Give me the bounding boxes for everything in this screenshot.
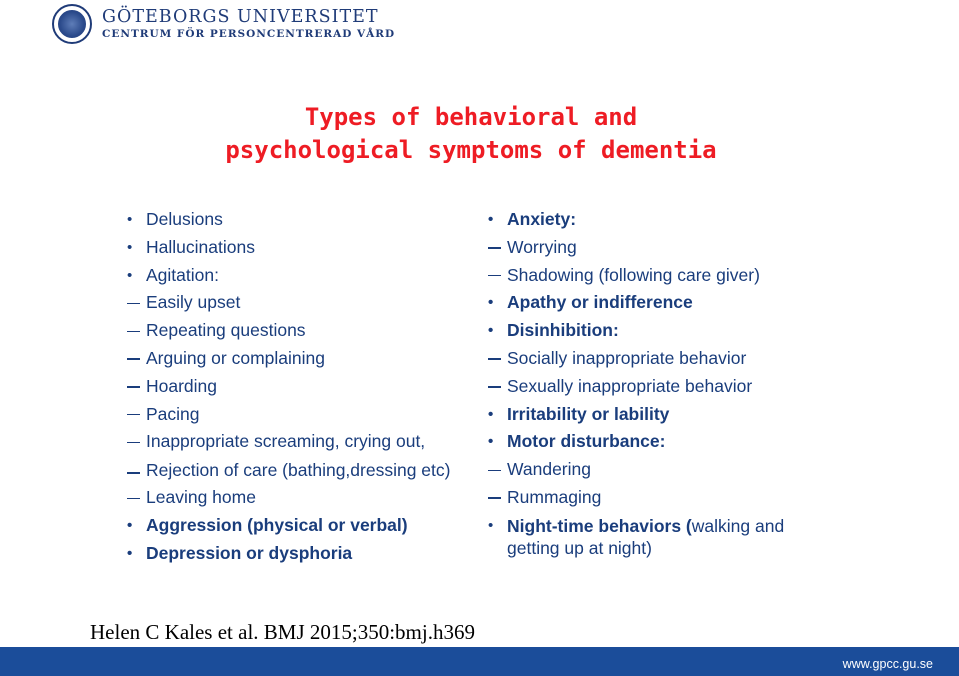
item-text: Easily upset: [146, 292, 241, 313]
footer-url: www.gpcc.gu.se: [842, 657, 933, 671]
bullet-item: [488, 512, 838, 562]
sub-item: [488, 484, 838, 512]
item-text: Aggression (physical or verbal): [146, 514, 408, 535]
university-name: GÖTEBORGS UNIVERSITET: [102, 7, 379, 27]
footer-bar: [0, 647, 959, 676]
sub-item: [488, 234, 838, 262]
bullet-item: [127, 540, 467, 568]
seal-emblem: [57, 9, 87, 39]
item-text: Agitation:: [146, 264, 219, 285]
slide-title: [0, 101, 942, 167]
sub-item: [488, 262, 838, 290]
item-text: Disinhibition:: [507, 320, 619, 341]
sub-item: [127, 289, 467, 317]
item-text: Irritability or lability: [507, 403, 670, 424]
item-text: Apathy or indifference: [507, 292, 693, 313]
item-text: Motor disturbance:: [507, 431, 666, 452]
left-symptom-list: [127, 206, 467, 568]
item-text: Anxiety:: [507, 209, 577, 229]
item-text: Shadowing (following care giver): [507, 264, 760, 285]
sub-item: [127, 456, 467, 484]
sub-item: [127, 428, 467, 456]
sub-item: [127, 317, 467, 345]
university-wordmark: [102, 7, 395, 41]
item-text: Inappropriate screaming, crying out,: [146, 431, 426, 452]
citation: Helen C Kales et al. BMJ 2015;350:bmj.h369: [90, 620, 475, 644]
item-text: Hoarding: [146, 375, 218, 396]
bullet-item: [127, 206, 467, 234]
item-text: Rejection of care (bathing,dressing etc): [146, 460, 451, 481]
bullet-item: [488, 317, 838, 345]
item-text: Worrying: [507, 236, 577, 257]
bold-label: Night-time behaviors (: [507, 515, 692, 536]
sub-item: [488, 373, 838, 401]
item-text: walking and getting up at night): [507, 515, 785, 558]
sub-item: [127, 373, 467, 401]
sub-item: [127, 484, 467, 512]
title-line-1: Types of behavioral and: [304, 103, 638, 131]
item-text: Hallucinations: [146, 236, 255, 257]
item-text: Wandering: [507, 459, 591, 480]
bullet-item: [488, 401, 838, 429]
item-text: Sexually inappropriate behavior: [507, 375, 753, 396]
title-line-2: psychological symptoms of dementia: [225, 136, 717, 164]
item-text: Arguing or complaining: [146, 347, 325, 368]
bullet-item: [127, 512, 467, 540]
sub-item: [488, 456, 838, 484]
bullet-item: [127, 262, 467, 290]
center-name: CENTRUM FÖR PERSONCENTRERAD VÅRD: [102, 28, 396, 40]
sub-item: [127, 401, 467, 429]
bullet-item: [127, 234, 467, 262]
item-text: Delusions: [146, 209, 223, 229]
item-text: Depression or dysphoria: [146, 542, 353, 563]
right-symptom-list: [488, 206, 838, 562]
item-text: Repeating questions: [146, 320, 306, 341]
item-text: Leaving home: [146, 487, 256, 508]
sub-item: [488, 345, 838, 373]
item-text: Socially inappropriate behavior: [507, 347, 747, 368]
bullet-item: [488, 428, 838, 456]
university-seal-icon: [52, 4, 92, 44]
item-text: Rummaging: [507, 486, 602, 507]
bullet-item: [488, 289, 838, 317]
bullet-item: [488, 206, 838, 234]
sub-item: [127, 345, 467, 373]
item-text: Pacing: [146, 403, 200, 424]
header: [52, 4, 395, 44]
